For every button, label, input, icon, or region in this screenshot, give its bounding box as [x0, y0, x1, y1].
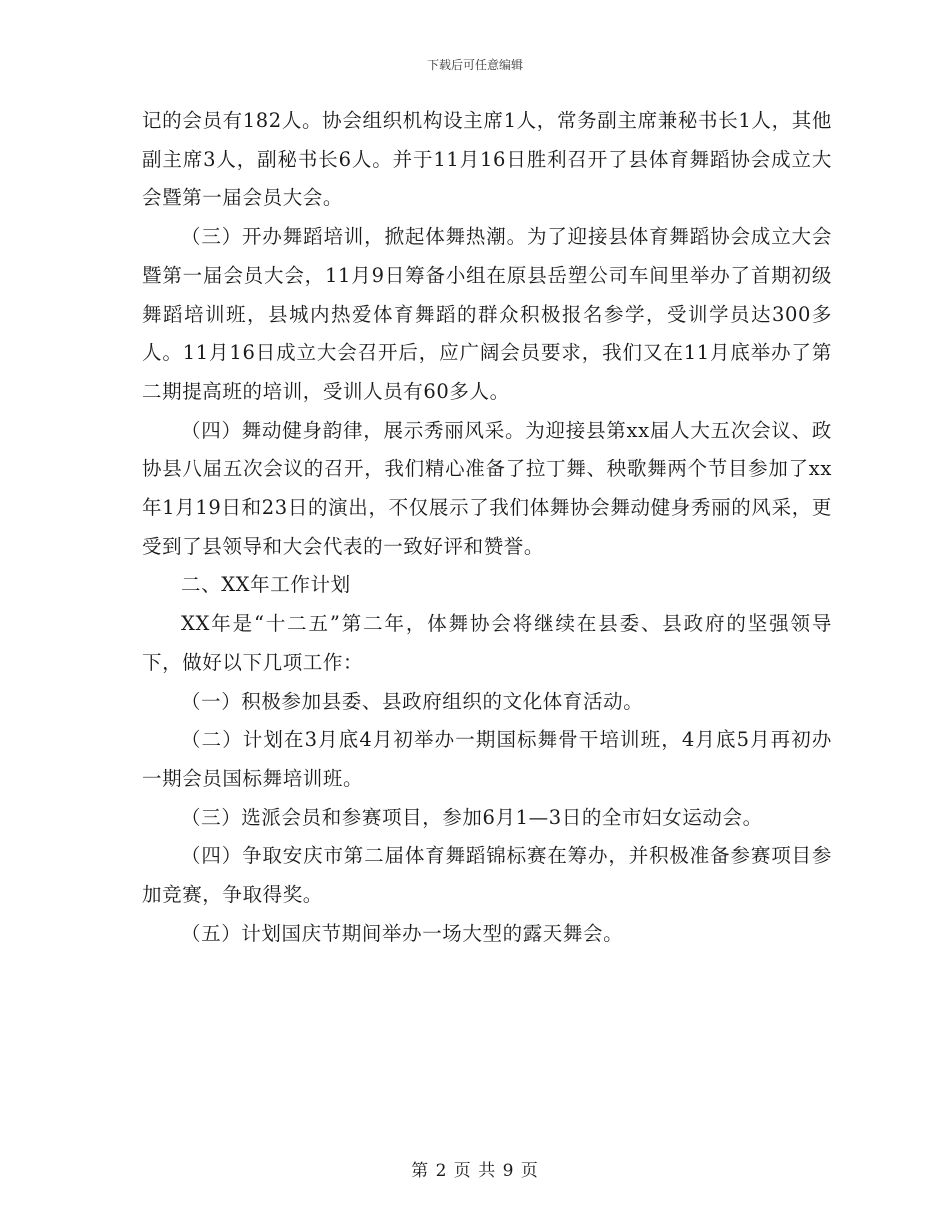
- plan-item-5: （五）计划国庆节期间举办一场大型的露天舞会。: [181, 921, 624, 945]
- page-header-note: 下载后可任意编辑: [426, 58, 523, 72]
- plan-item-1: （一）积极参加县委、县政府组织的文化体育活动。: [181, 689, 644, 713]
- document-body: [142, 102, 832, 953]
- paragraph-member-count: 记的会员有182人。协会组织机构设主席1人，常务副主席兼秘书长1人，其他副主席3人，副秘书长6人。并于11月16日胜利召开了县体育舞蹈协会成立大会暨第一届会员大会。: [142, 109, 832, 210]
- paragraph-performance: （四）舞动健身韵律，展示秀丽风采。为迎接县第xx届人大五次会议、政协县八届五次会议的召开，我们精心准备了拉丁舞、秧歌舞两个节目参加了xx年1月19日和23日的演出，不仅展示了我们体舞协会舞动健身秀丽的风采，更受到了县领导和大会代表的一致好评和赞誉。: [142, 418, 832, 558]
- page-number: 第 2 页 共 9 页: [411, 1161, 539, 1181]
- paragraph-dance-training: （三）开办舞蹈培训，掀起体舞热潮。为了迎接县体育舞蹈协会成立大会暨第一届会员大会，11月9日筹备小组在原县岳塑公司车间里举办了首期初级舞蹈培训班，县城内热爱体育舞蹈的群众积极报名参学，受训学员达300多人。11月16日成立大会召开后，应广阔会员要求，我们又在11月底举办了第二期提高班的培训，受训人员有60多人。: [142, 225, 832, 403]
- plan-item-4: （四）争取安庆市第二届体育舞蹈锦标赛在筹办，并积极准备参赛项目参加竞赛，争取得奖。: [142, 844, 832, 907]
- plan-item-2: （二）计划在3月底4月初举办一期国标舞骨干培训班，4月底5月再初办一期会员国标舞培训班。: [142, 728, 832, 790]
- plan-item-3: （三）选派会员和参赛项目，参加6月1—3日的全市妇女运动会。: [181, 805, 763, 829]
- section-heading-work-plan: 二、XX年工作计划: [181, 573, 351, 597]
- paragraph-plan-intro: XX年是“十二五”第二年，体舞协会将继续在县委、县政府的坚强领导下，做好以下几项工作：: [142, 612, 832, 674]
